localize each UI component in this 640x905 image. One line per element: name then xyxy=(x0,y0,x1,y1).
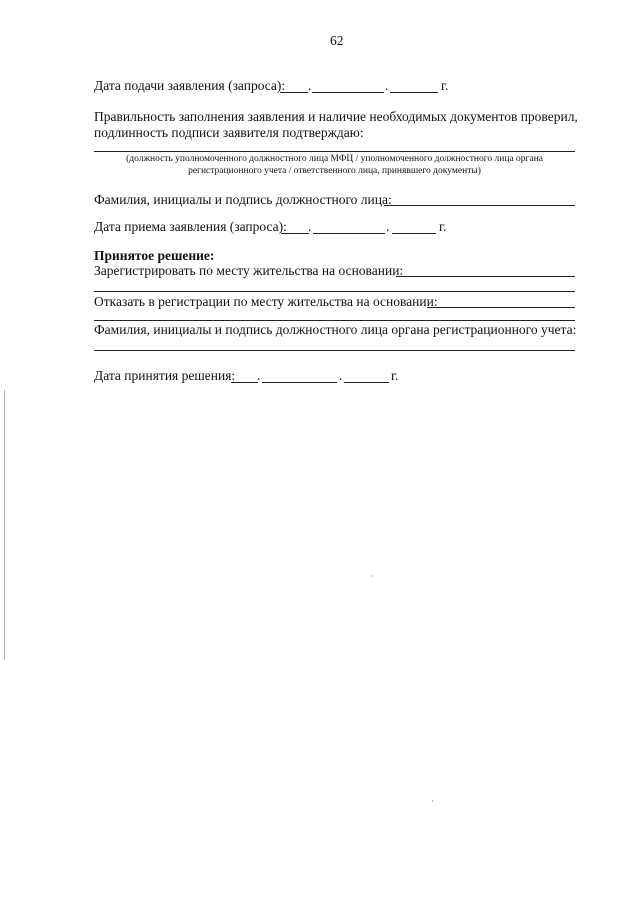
acceptance-date-month-field[interactable] xyxy=(313,233,385,234)
refuse-basis-label: Отказать в регистрации по месту жительства на основании: xyxy=(94,294,438,309)
register-basis-label: Зарегистрировать по месту жительства на основании: xyxy=(94,263,404,278)
verification-text-line-2: подлинность подписи заявителя подтверждаю: xyxy=(94,125,364,140)
decision-date-dot-1: . xyxy=(257,368,261,383)
scan-dot-mark xyxy=(432,800,433,802)
official-signature-label: Фамилия, инициалы и подпись должностного лица: xyxy=(94,192,392,207)
official-position-caption-line-1: (должность уполномоченного должностного лица МФЦ / уполномоченного должностного лица органа xyxy=(126,154,543,164)
refuse-basis-field-continuation[interactable] xyxy=(94,320,575,321)
submission-date-year-field[interactable] xyxy=(390,92,438,93)
scan-edge-mark xyxy=(4,390,5,660)
decision-date-day-field[interactable] xyxy=(231,382,258,383)
decision-heading: Принятое решение: xyxy=(94,248,215,263)
verification-text-line-1: Правильность заполнения заявления и наличие необходимых документов проверил, xyxy=(94,109,578,124)
acceptance-date-day-field[interactable] xyxy=(281,233,309,234)
submission-date-dot-2: . xyxy=(385,78,389,93)
submission-date-dot-1: . xyxy=(308,78,312,93)
submission-date-suffix: г. xyxy=(441,78,449,93)
scan-dot-mark xyxy=(372,575,373,577)
refuse-basis-field[interactable] xyxy=(427,307,575,308)
acceptance-date-dot-2: . xyxy=(386,219,390,234)
submission-date-month-field[interactable] xyxy=(312,92,384,93)
acceptance-date-suffix: г. xyxy=(439,219,447,234)
authority-signature-field[interactable] xyxy=(94,350,575,351)
acceptance-date-label: Дата приема заявления (запроса): xyxy=(94,219,287,234)
authority-signature-label: Фамилия, инициалы и подпись должностного лица органа регистрационного учета: xyxy=(94,322,577,337)
decision-date-dot-2: . xyxy=(339,368,343,383)
decision-date-year-field[interactable] xyxy=(344,382,389,383)
official-position-caption-line-2: регистрационного учета / ответственного лица, принявшего документы) xyxy=(188,166,481,176)
decision-date-label: Дата принятия решения: xyxy=(94,368,236,383)
official-position-field[interactable] xyxy=(94,151,575,152)
page-number: 62 xyxy=(330,33,344,48)
register-basis-field-continuation[interactable] xyxy=(94,291,575,292)
decision-date-suffix: г. xyxy=(391,368,399,383)
submission-date-label: Дата подачи заявления (запроса): xyxy=(94,78,286,93)
acceptance-date-year-field[interactable] xyxy=(392,233,436,234)
submission-date-day-field[interactable] xyxy=(280,92,308,93)
official-signature-field[interactable] xyxy=(384,205,575,206)
acceptance-date-dot-1: . xyxy=(308,219,312,234)
decision-date-month-field[interactable] xyxy=(262,382,337,383)
register-basis-field[interactable] xyxy=(396,276,575,277)
